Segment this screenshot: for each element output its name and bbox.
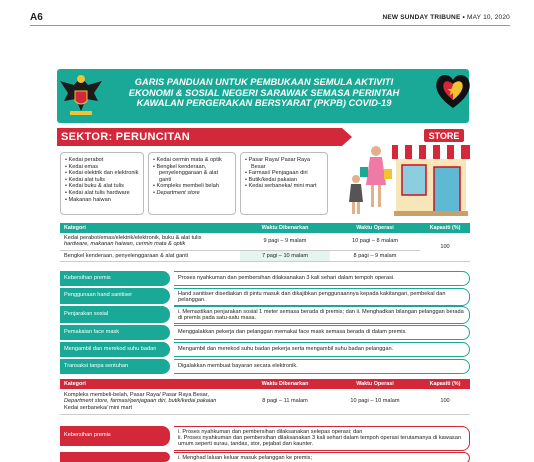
list-item: • Kedai buku & alat tulis — [65, 183, 124, 190]
retail-list-3 — [240, 152, 328, 215]
list-item: • Kedai elektrik dan elektronik — [65, 170, 139, 177]
store-sign-text: STORE — [428, 131, 460, 141]
allowed-cell: 9 pagi – 9 malam — [240, 233, 330, 250]
list-item: • Kedai cermin mata & optik — [153, 157, 222, 163]
category-line: Kedai serbaneka/ mini mart — [64, 404, 133, 411]
guide-text-line: ii. Proses nyahkuman dan pembersihan dilaksanakan 3 kali sehari dalam tempoh operasi terutamanya di kawasan umum seperti surau, tandas, stor, pejabat dan kaunter. — [178, 435, 461, 448]
guide-row — [60, 306, 470, 323]
col-capacity: Kapasiti (%) — [420, 379, 470, 389]
guide-text: Proses nyahkuman dan pembersihan dilaksanakan 3 kali sehari dalam tempoh operasi. — [174, 271, 470, 286]
page-number: A6 — [30, 12, 43, 23]
col-category: Kategori — [60, 223, 240, 233]
category-cell — [60, 389, 240, 415]
guide-text: i. Memastikan penjarakan sosial 1 meter semasa berada di premis; dan ii. Menghadkan bilangan pelanggan berada di premis pada satu-satu masa. — [174, 306, 470, 324]
col-operating: Waktu Operasi — [330, 223, 420, 233]
guide-label — [60, 452, 170, 462]
guide-row — [60, 359, 470, 374]
list-item: • Bengkel kenderaan, penyelenggaraan & alat ganti — [153, 163, 219, 183]
col-allowed: Waktu Dibenarkan — [240, 379, 330, 389]
publication-name: NEW SUNDAY TRIBUNE — [382, 14, 461, 21]
title-banner — [57, 69, 469, 123]
capacity-cell: 100 — [420, 389, 470, 415]
list-item: • Makanan haiwan — [65, 196, 111, 203]
capacity-cell: 100 — [420, 233, 470, 262]
table-header-row — [60, 379, 470, 389]
banner-title — [119, 77, 409, 109]
retail-list-1 — [60, 152, 144, 215]
table-row — [60, 233, 470, 250]
guide-text-line: i. Proses nyahkuman dan pembersihan dilaksanakan selepas operasi; dan — [178, 429, 363, 435]
hours-table-2 — [60, 379, 470, 415]
list-item: • Kedai perabot — [65, 157, 104, 163]
guide-text: Digalakkan membuat bayaran secara elektronik. — [174, 359, 470, 374]
allowed-cell: 7 pagi – 10 malam — [240, 250, 330, 261]
category-line: Kompleks membeli-belah, Pasar Raya/ Pasar Raya Besar, — [64, 392, 209, 398]
guide-label: Penggunaan hand sanitiser — [60, 288, 170, 304]
col-capacity: Kapasiti (%) — [420, 223, 470, 233]
guide-text: Hand sanitiser disediakan di pintu masuk dan dikajibkan penggunaannya kepada kakitangan, pembekal dan pelanggan. — [174, 288, 470, 306]
sector-title: SEKTOR: PERUNCITAN — [61, 131, 191, 143]
guide-row — [60, 325, 470, 340]
category-line: Department store, farmasi/penjagaan diri, butik/kedai pakaian — [64, 398, 217, 405]
retail-list-2 — [148, 152, 236, 215]
guide-text: Mengambil dan merekod suhu badan pekerja serta mengambil suhu badan pelanggan. — [174, 342, 470, 357]
category-line: Kedai perabot/emas/elektrik/elektronik, buku & alat tulis — [64, 235, 202, 241]
guide-row — [60, 426, 470, 446]
guide-label: Transaksi tanpa sentuhan — [60, 359, 170, 374]
guide-label: Kebersihan premis — [60, 426, 170, 446]
header-rule — [30, 25, 510, 26]
table-row — [60, 250, 470, 261]
header-separator: • — [462, 14, 465, 21]
guide-label: Mengambil dan merekod suhu badan — [60, 342, 170, 357]
list-item: • Kedai emas — [65, 163, 99, 170]
guide-row — [60, 452, 470, 462]
banner-line-2: EKONOMI & SOSIAL NEGERI SARAWAK SEMASA PERINTAH — [128, 87, 400, 98]
col-operating: Waktu Operasi — [330, 379, 420, 389]
guide-row — [60, 271, 470, 286]
operating-cell: 10 pagi – 10 malam — [330, 389, 420, 415]
list-item: • Kedai alat tulis hardware — [65, 189, 130, 196]
allowed-cell: 8 pagi – 11 malam — [240, 389, 330, 415]
col-category: Kategori — [60, 379, 240, 389]
list-item: • Kompleks membeli belah — [153, 183, 220, 190]
list-item: • Butik/kedai pakaian — [245, 176, 298, 183]
operating-cell: 10 pagi – 8 malam — [330, 233, 420, 250]
guide-text: Menggalakkan pekerja dan pelanggan memakai face mask semasa berada di dalam premis. — [174, 325, 470, 340]
publication-header — [382, 14, 510, 21]
col-allowed: Waktu Dibenarkan — [240, 223, 330, 233]
publication-date: MAY 10, 2020 — [467, 14, 510, 21]
sector-heading — [57, 128, 342, 146]
sarawak-heart-icon — [432, 70, 474, 112]
category-cell: Bengkel kenderaan, penyelenggaraan & alat ganti — [60, 250, 240, 261]
list-item: • Kedai alat tulis — [65, 176, 105, 183]
guide-label: Kebersihan premis — [60, 271, 170, 286]
list-item: • Pasar Raya/ Pasar Raya Besar — [245, 157, 311, 170]
category-line: hardware, makanan haiwan, cermin mata & optik — [64, 241, 186, 248]
category-cell — [60, 233, 240, 250]
store-illustration — [346, 123, 472, 223]
list-item: • Kedai serbaneka/ mini mart — [245, 183, 317, 190]
operating-cell: 8 pagi – 9 malam — [330, 250, 420, 261]
guide-text: i. Menghad laluan keluar masuk pelanggan ke premis; — [174, 452, 470, 462]
table-header-row — [60, 223, 470, 233]
table-row — [60, 389, 470, 415]
banner-line-1: GARIS PANDUAN UNTUK PEMBUKAAN SEMULA AKTIVITI — [134, 77, 394, 87]
guide-row — [60, 342, 470, 357]
list-item: • Farmasi/ Penjagaan diri — [245, 170, 308, 177]
guide-label: Penjarakan sosial — [60, 306, 170, 323]
sarawak-crest-icon — [58, 71, 104, 119]
hours-table-1 — [60, 223, 470, 262]
banner-line-3: KAWALAN PERGERAKAN BERSYARAT (PKPB) COVID-19 — [136, 98, 392, 108]
guide-row — [60, 288, 470, 304]
list-item: • Department store — [153, 189, 200, 196]
guide-label: Pemakaian face mask — [60, 325, 170, 340]
guide-text — [174, 426, 470, 451]
